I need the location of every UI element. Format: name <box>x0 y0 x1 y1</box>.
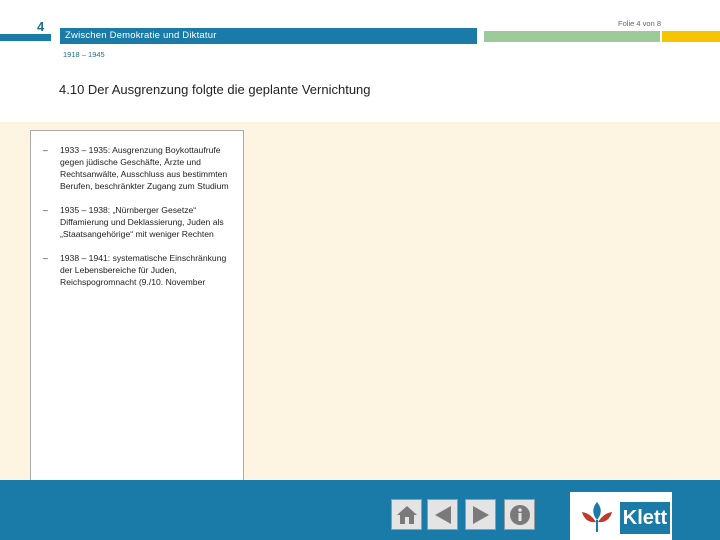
chapter-title: Zwischen Demokratie und Diktatur <box>65 30 217 41</box>
klett-logo <box>570 492 672 540</box>
bullet-text: 1933 – 1935: Ausgrenzung Boykottaufrufe gegen jüdische Geschäfte, Ärzte und Rechtsanwälte, Ausschluss aus bestimmten Berufen, beschränkter Zugang zum Studium <box>60 145 229 191</box>
bullet-item <box>43 204 233 240</box>
chapter-bar <box>0 34 51 41</box>
klett-leaf-icon <box>578 500 616 534</box>
logo-text: Klett <box>620 502 670 534</box>
home-button[interactable] <box>391 499 422 530</box>
bullet-dash: – <box>43 205 48 215</box>
text-box <box>30 130 244 481</box>
bullet-text: 1935 – 1938: „Nürnberger Gesetze“ Diffamierung und Deklassierung, Juden als „Staatsangehörige“ mit weniger Rechten <box>60 205 224 239</box>
info-icon <box>509 504 531 526</box>
chapter-title-band <box>60 28 477 44</box>
chapter-number: 4 <box>37 19 45 34</box>
arrow-right-icon <box>470 504 492 526</box>
back-button[interactable] <box>427 499 458 530</box>
forward-button[interactable] <box>465 499 496 530</box>
bullet-dash: – <box>43 145 48 155</box>
slide-counter: Folie 4 von 8 <box>618 19 661 28</box>
arrow-left-icon <box>432 504 454 526</box>
bullet-dash: – <box>43 253 48 263</box>
info-button[interactable] <box>504 499 535 530</box>
bullet-text: 1938 – 1941: systematische Einschränkung der Lebensbereiche für Juden, Reichspogromnacht (9./10. November <box>60 253 227 287</box>
bullet-item <box>43 252 233 288</box>
slide-heading: 4.10 Der Ausgrenzung folgte die geplante Vernichtung <box>59 82 371 97</box>
bullet-item <box>43 144 233 192</box>
home-icon <box>396 504 418 526</box>
green-band <box>484 31 660 42</box>
yellow-band <box>662 31 720 42</box>
period-label: 1918 – 1945 <box>63 50 105 59</box>
